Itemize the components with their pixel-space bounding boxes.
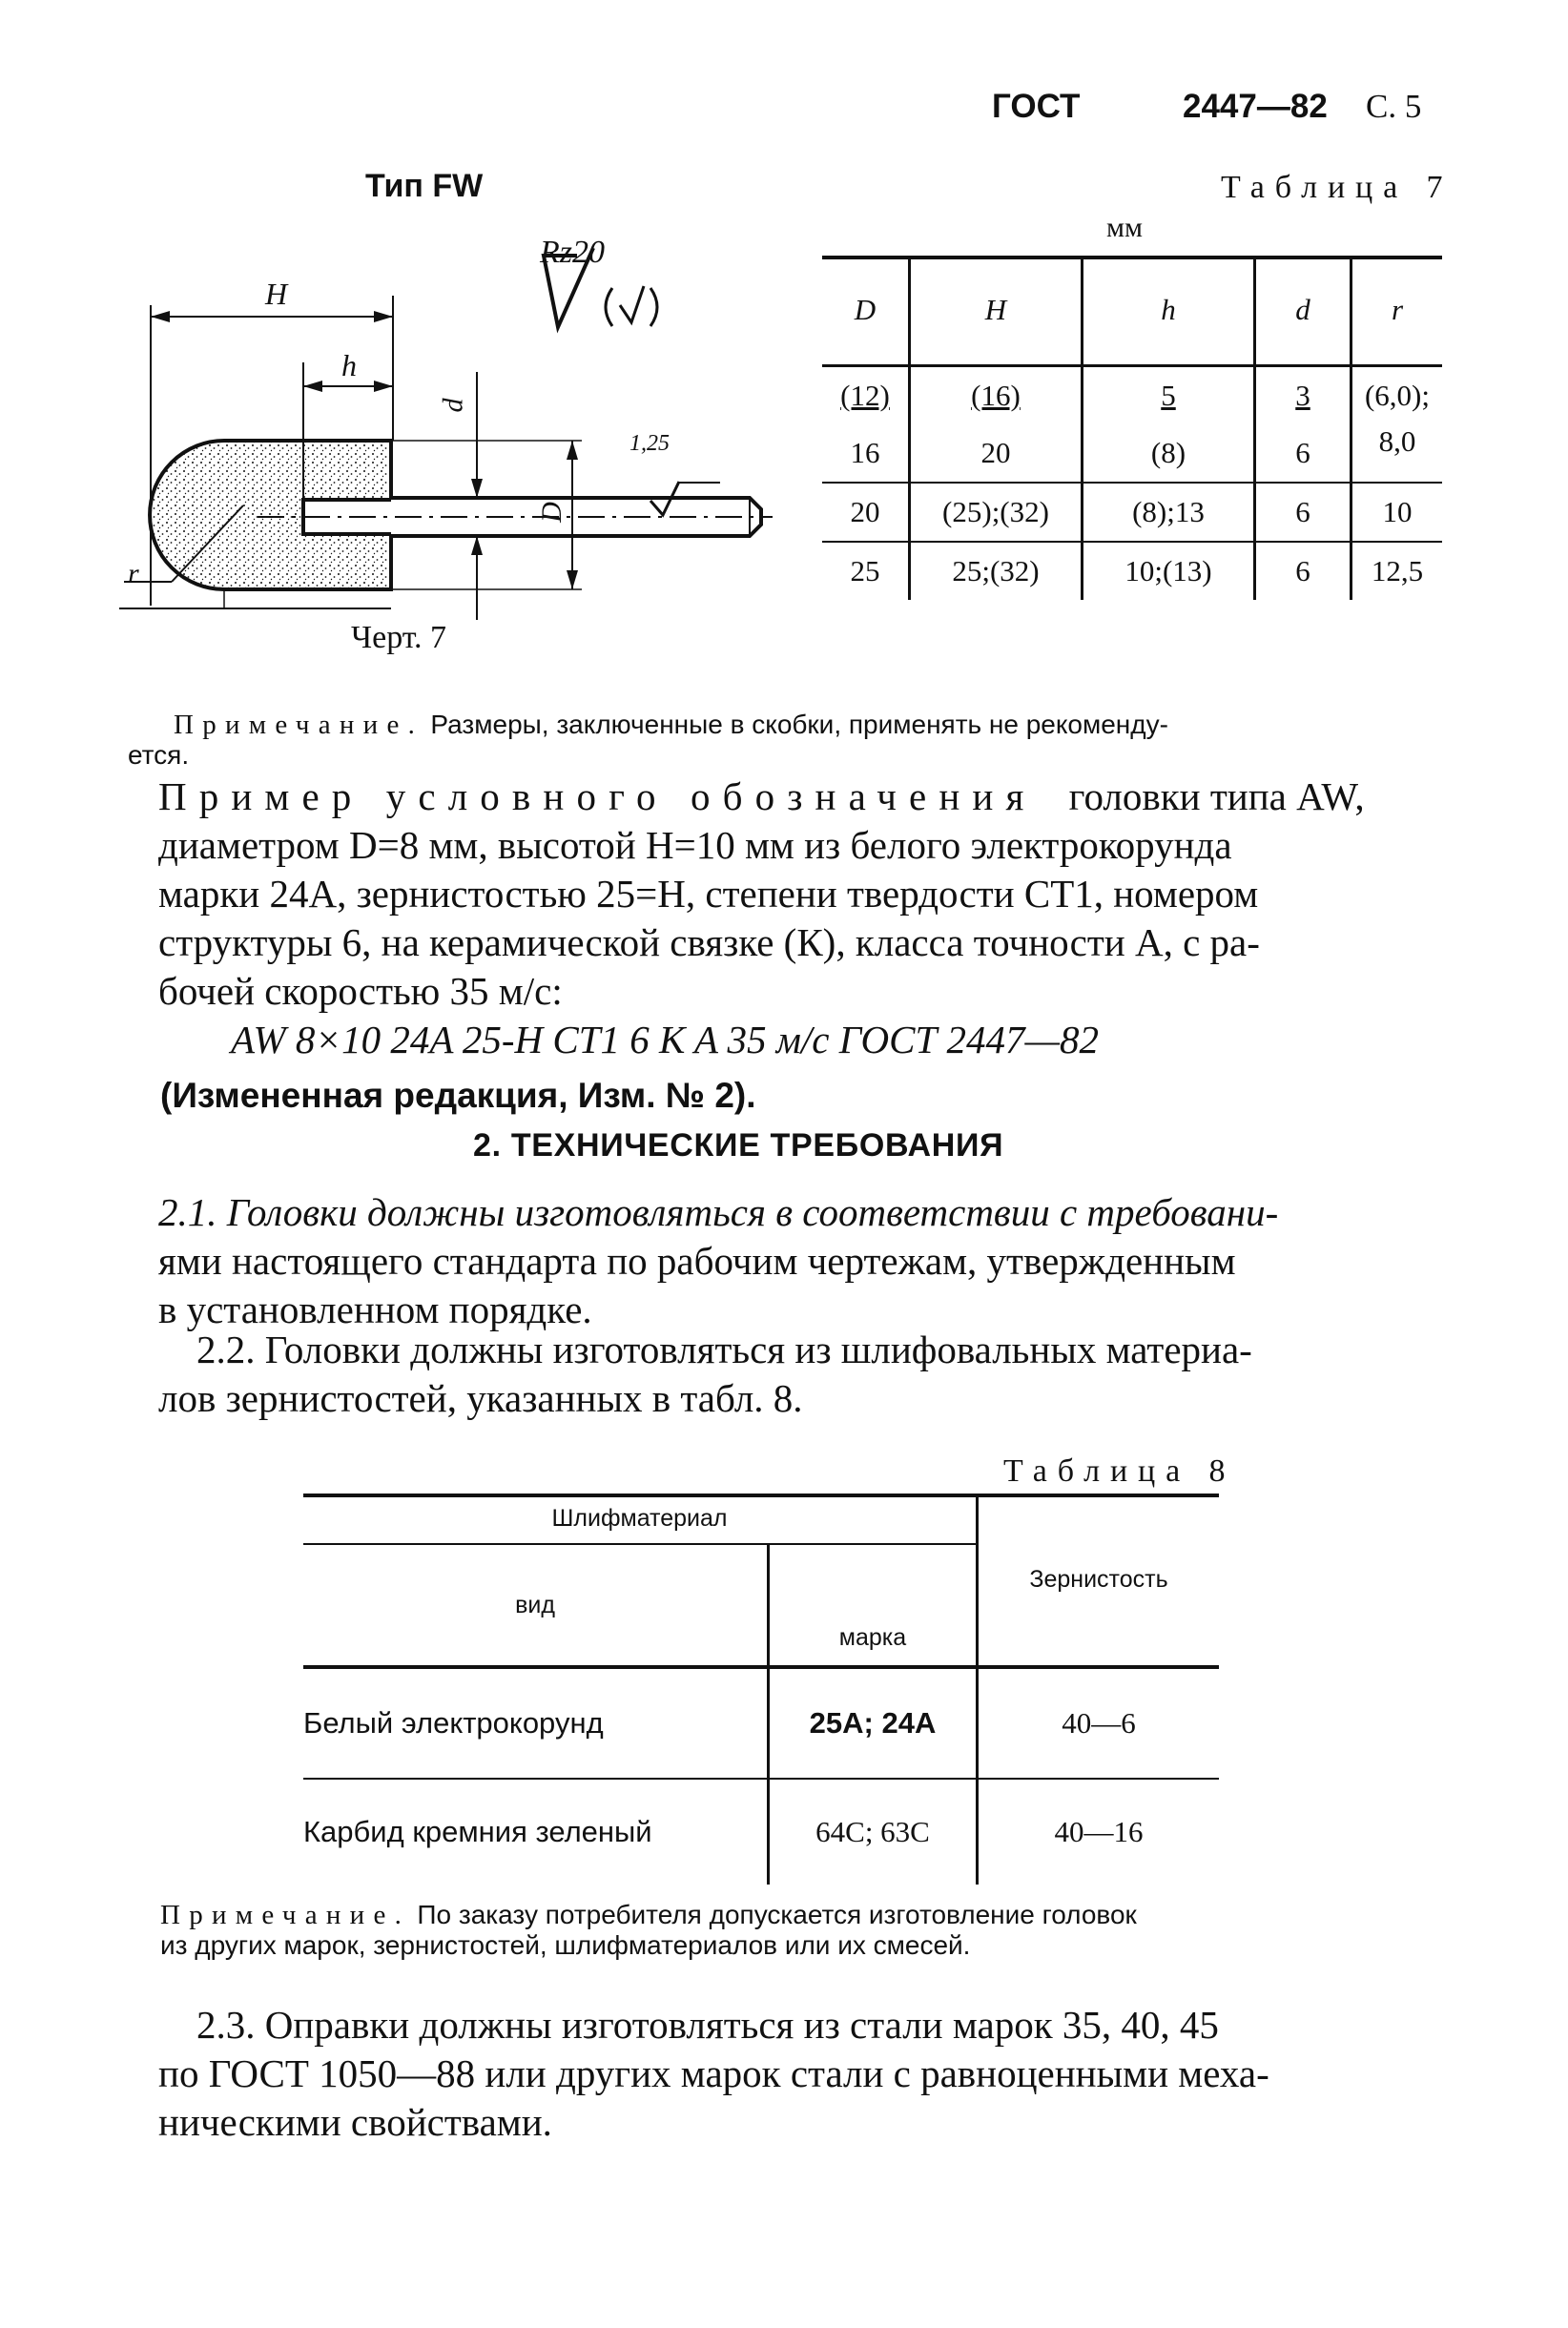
- figure-caption: Черт. 7: [351, 620, 447, 655]
- table8-group-header: Шлифматериал: [303, 1494, 978, 1544]
- p22-line2: лов зернистостей, указанных в табл. 8.: [158, 1376, 803, 1420]
- table-7: [822, 256, 1442, 600]
- table-row: [303, 1779, 1219, 1885]
- table-cell: (8): [1083, 424, 1255, 483]
- example-line1: [143, 773, 1431, 821]
- header-standard: ГОСТ: [992, 88, 1081, 125]
- table-cell: 20: [910, 424, 1083, 483]
- dim-H-label: H: [265, 277, 288, 311]
- table-cell: Карбид кремния зеленый: [303, 1779, 769, 1885]
- table-cell: 6: [1255, 424, 1351, 483]
- p21-line1: 2.1. Головки должны изготовляться в соответствии с требовани-: [158, 1190, 1279, 1234]
- table-row: [822, 366, 1442, 425]
- note2-line2: из других марок, зернистостей, шлифматериалов или их смесей.: [160, 1930, 971, 1960]
- note1-text: Размеры, заключенные в скобки, применять не рекоменду-: [430, 710, 1168, 739]
- paragraph-2-2: [143, 1326, 1431, 1423]
- roughness-main-label: Rz20: [540, 235, 605, 270]
- example-line4: структуры 6, на керамической связке (К), класса точности А, с ра-: [158, 920, 1260, 964]
- table7-title: Таблица 7: [1221, 170, 1454, 205]
- table-cell: 25: [822, 542, 910, 600]
- table-row: [303, 1667, 1219, 1779]
- table7-unit: мм: [1106, 212, 1143, 243]
- note2-line1-text: По заказу потребителя допускается изготовление головок: [417, 1900, 1137, 1929]
- table-cell: 5: [1083, 366, 1255, 425]
- table8-title: Таблица 8: [1003, 1453, 1236, 1489]
- figure-drawing: [105, 229, 792, 629]
- table7-col-D: D: [822, 256, 910, 366]
- dim-r-label: r: [128, 558, 139, 589]
- table-cell: 6: [1255, 542, 1351, 600]
- table-cell: (12): [840, 379, 890, 412]
- table7-col-d: d: [1255, 256, 1351, 366]
- table-cell: 40—16: [978, 1779, 1220, 1885]
- table8-col-grit: Зернистость: [978, 1494, 1220, 1667]
- table-cell: 40—6: [978, 1667, 1220, 1779]
- table-cell: 25;(32): [910, 542, 1083, 600]
- table-cell: (8);13: [1083, 483, 1255, 542]
- table-row: [822, 483, 1442, 542]
- table-cell: 8,0: [1351, 424, 1443, 483]
- header-page: С. 5: [1366, 88, 1422, 125]
- example-line3: марки 24А, зернистостью 25=Н, степени твердости СТ1, номером: [158, 872, 1259, 916]
- roughness-shank-label: 1,25: [629, 431, 670, 456]
- table-row: [822, 542, 1442, 600]
- p21-line2: ями настоящего стандарта по рабочим чертежам, утвержденным: [158, 1239, 1236, 1283]
- table-cell: (6,0);: [1351, 366, 1443, 425]
- table-cell: 3: [1255, 366, 1351, 425]
- p23-line2: по ГОСТ 1050—88 или других марок стали с равноценными меха-: [158, 2051, 1269, 2095]
- note1-text-cont: ется.: [128, 740, 190, 770]
- table-cell: 16: [850, 436, 880, 469]
- note2-line1: [160, 1900, 1438, 1930]
- table-cell: Белый электрокорунд: [303, 1667, 769, 1779]
- table-cell: 64С; 63С: [769, 1779, 978, 1885]
- table7-col-H: H: [910, 256, 1083, 366]
- table-row: [822, 424, 1442, 483]
- table-cell: 20: [822, 483, 910, 542]
- dim-d-label: d: [437, 398, 469, 413]
- header-number: 2447—82: [1183, 88, 1328, 125]
- table-cell: 6: [1255, 483, 1351, 542]
- example-designation: AW 8×10 24A 25-H CT1 6 K A 35 м/с ГОСТ 2447—82: [231, 1018, 1099, 1061]
- example-line2: диаметром D=8 мм, высотой H=10 мм из белого электрокорунда: [158, 823, 1232, 867]
- table-cell: 10;(13): [1083, 542, 1255, 600]
- example-paragraph: [143, 773, 1431, 1064]
- dim-D-label: D: [535, 502, 567, 523]
- table-cell: (16): [910, 366, 1083, 425]
- figure-type-label: Тип FW: [365, 168, 484, 204]
- p23-line3: ническими свойствами.: [158, 2100, 552, 2144]
- table-cell: 10: [1351, 483, 1443, 542]
- example-line1-rest: головки типа AW,: [1068, 774, 1365, 818]
- table-8: [303, 1494, 1219, 1885]
- page-header: [992, 88, 1450, 134]
- paragraph-2-1: [143, 1188, 1431, 1334]
- section-2-title: 2. ТЕХНИЧЕСКИЕ ТРЕБОВАНИЯ: [473, 1127, 1004, 1164]
- table8-col-kind: вид: [515, 1591, 555, 1618]
- table7-col-r: r: [1351, 256, 1443, 366]
- p22-line1: 2.2. Головки должны изготовляться из шлифовальных материа-: [196, 1328, 1252, 1371]
- example-lead: Пример условного обозначения: [158, 774, 1037, 818]
- table7-col-h: h: [1083, 256, 1255, 366]
- note-2: [160, 1900, 1438, 1961]
- table-cell: (25);(32): [910, 483, 1083, 542]
- p21-line3: в установленном порядке.: [158, 1288, 592, 1331]
- table-cell: 12,5: [1351, 542, 1443, 600]
- note-1: [128, 710, 1433, 771]
- table-cell: 25А; 24А: [769, 1667, 978, 1779]
- revision-note: (Измененная редакция, Изм. № 2).: [160, 1076, 756, 1115]
- dim-h-label: h: [341, 348, 357, 382]
- note2-label: Примечание.: [160, 1900, 411, 1930]
- paragraph-2-3: [143, 2001, 1431, 2147]
- note1-label: Примечание.: [174, 710, 424, 740]
- example-line5: бочей скоростью 35 м/с:: [158, 969, 563, 1013]
- p23-line1: 2.3. Оправки должны изготовляться из стали марок 35, 40, 45: [196, 2003, 1219, 2047]
- table8-col-grade: марка: [769, 1544, 978, 1667]
